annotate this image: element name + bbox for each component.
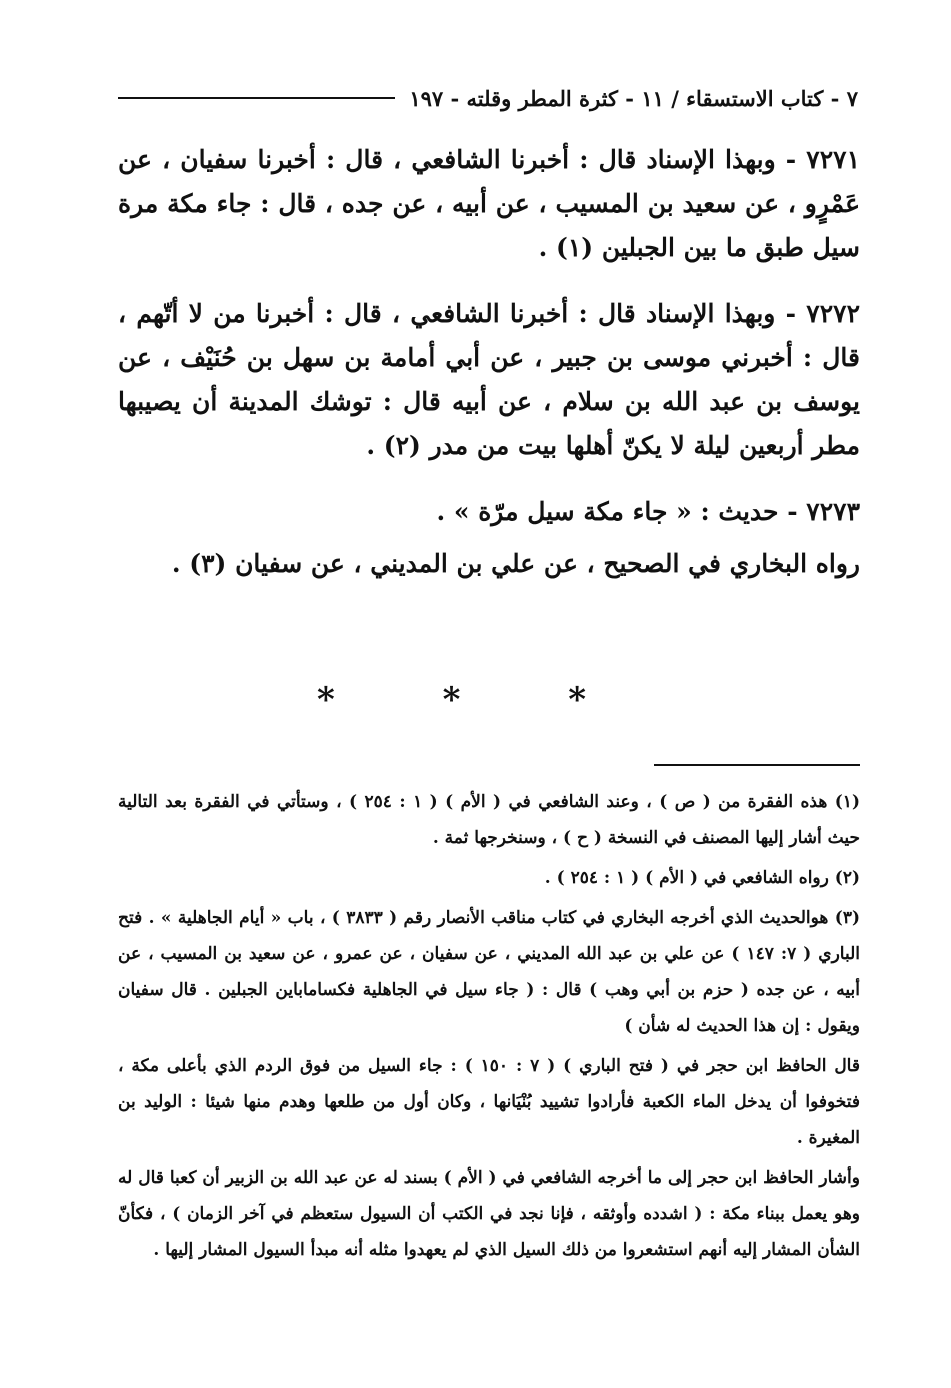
paragraph-7273: ٧٢٧٣ - حديث : « جاء مكة سيل مرّة » . bbox=[436, 497, 860, 526]
header-rule bbox=[118, 97, 395, 99]
footnotes bbox=[118, 784, 860, 1268]
main-text bbox=[118, 138, 860, 608]
footnote-rule bbox=[654, 764, 860, 766]
section-separator: * * * bbox=[316, 680, 634, 720]
paragraph-7271: ٧٢٧١ - وبهذا الإسناد قال : أخبرنا الشافعي ، قال : أخبرنا سفيان ، عن عَمْرٍو ، عن سعيد بن المسيب ، عن أبيه ، عن جده ، قال : جاء مكة مرة سيل طبق ما بين الجبلين (١) . bbox=[118, 145, 860, 262]
running-title: ٧ - كتاب الاستسقاء / ١١ - كثرة المطر وقلته - ١٩٧ bbox=[409, 85, 858, 111]
footnote-3: (٣) هوالحديث الذي أخرجه البخاري في كتاب مناقب الأنصار رقم ( ٣٨٣٣ ) ، باب « أيام الجاهلية » . فتح الباري ( ٧: ١٤٧ ) عن علي بن عبد الله المديني ، عن سفيان ، عن عمرو ، عن سعيد بن المسيب ، عن أبيه ، عن جده ( حزم بن أبي وهب ) قال : ( جاء سيل في الجاهلية فكساماباين الجبلين . قال سفيان ويقول : إن هذا الحديث له شأن ) bbox=[118, 908, 860, 1036]
paragraph-7272: ٧٢٧٢ - وبهذا الإسناد قال : أخبرنا الشافعي ، قال : أخبرنا من لا أتّهم ، قال : أخبرني موسى بن جبير ، عن أبي أمامة بن سهل بن حُنَيْف ، عن يوسف بن عبد الله بن سلام ، عن أبيه قال : توشك المدينة أن يصيبها مطر أربعين ليلة لا يكنّ أهلها بيت من مدر (٢) . bbox=[118, 299, 860, 460]
footnote-3-continued: قال الحافظ ابن حجر في ( فتح الباري ) ( ٧ : ١٥٠ ) : جاء السيل من فوق الردم الذي بأعلى مكة ، فتخوفوا أن يدخل الماء الكعبة فأرادوا تشييد بُنْيَانها ، وكان أول من طلعها وهدم منها شيئا : الوليد بن المغيرة . bbox=[118, 1056, 860, 1148]
footnote-3-continued-2: وأشار الحافظ ابن حجر إلى ما أخرجه الشافعي في ( الأم ) بسند له عن عبد الله بن الزبير أن كعبا قال له وهو يعمل ببناء مكة : ( اشدده وأوثقه ، فإنا نجد في الكتب أن السيول ستعظم في آخر الزمان ) ، فكأنّ الشأن المشار إليه أنهم استشعروا من ذلك السيل الذي لم يعهدوا مثله أنه مبدأ السيول المشار إليها . bbox=[118, 1168, 860, 1260]
footnote-2: (٢) رواه الشافعي في ( الأم ) ( ١ : ٢٥٤ ) . bbox=[544, 868, 860, 888]
paragraph-riwayah: رواه البخاري في الصحيح ، عن علي بن المديني ، عن سفيان (٣) . bbox=[171, 549, 860, 578]
footnote-1: (١) هذه الفقرة من ( ص ) ، وعند الشافعي في ( الأم ) ( ١ : ٢٥٤ ) ، وستأتي في الفقرة بعد التالية حيث أشار إليها المصنف في النسخة ( ح ) ، وسنخرجها ثمة . bbox=[118, 792, 860, 848]
running-header bbox=[118, 82, 858, 114]
